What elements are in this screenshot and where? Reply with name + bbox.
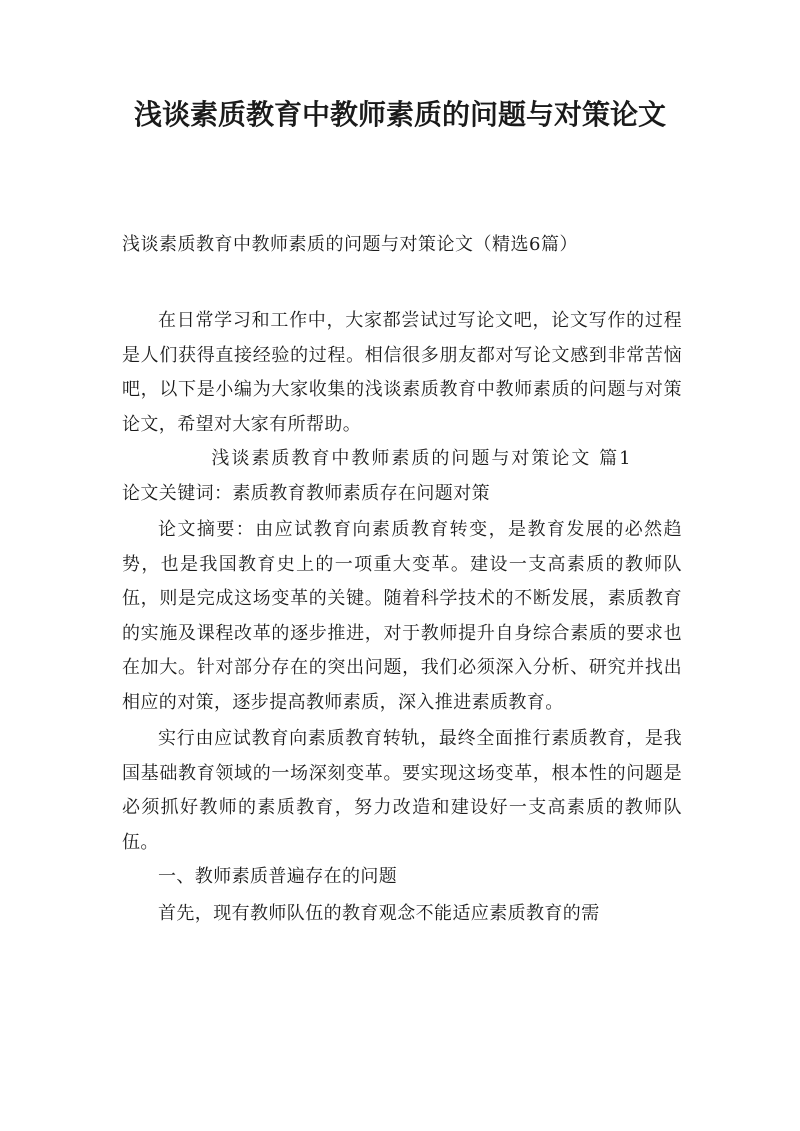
keywords-paragraph: 论文关键词：素质教育教师素质存在问题对策 [122,482,490,504]
body-paragraph: 首先，现有教师队伍的教育观念不能适应素质教育的需 [158,902,600,924]
document-subtitle: 浅谈素质教育中教师素质的问题与对策论文（精选6篇） [122,234,578,255]
abstract-paragraph: 论文摘要：由应试教育向素质教育转变，是教育发展的必然趋势，也是我国教育史上的一项重大变革。建设一支高素质的教师队伍，则是完成这场变革的关键。随着科学技术的不断发展，素质教育的实施及课程改革的逐步推进，对于教师提升自身综合素质的要求也在加大。针对部分存在的突出问题，我们必须深入分析、研究并找出相应的对策，逐步提高教师素质，深入推进素质教育。 [122,519,682,713]
body-paragraph: 实行由应试教育向素质教育转轨，最终全面推行素质教育，是我国基础教育领域的一场深刻变革。要实现这场变革，根本性的问题是必须抓好教师的素质教育，努力改造和建设好一支高素质的教师队伍。 [122,728,682,853]
intro-paragraph: 在日常学习和工作中，大家都尝试过写论文吧，论文写作的过程是人们获得直接经验的过程。相信很多朋友都对写论文感到非常苦恼吧，以下是小编为大家收集的浅谈素质教育中教师素质的问题与对策论文，希望对大家有所帮助。 [122,310,682,435]
subsection-heading: 一、教师素质普遍存在的问题 [158,866,398,887]
section-heading: 浅谈素质教育中教师素质的问题与对策论文 篇1 [211,448,633,469]
document-title: 浅谈素质教育中教师素质的问题与对策论文 [133,98,666,131]
document-body [122,304,682,931]
